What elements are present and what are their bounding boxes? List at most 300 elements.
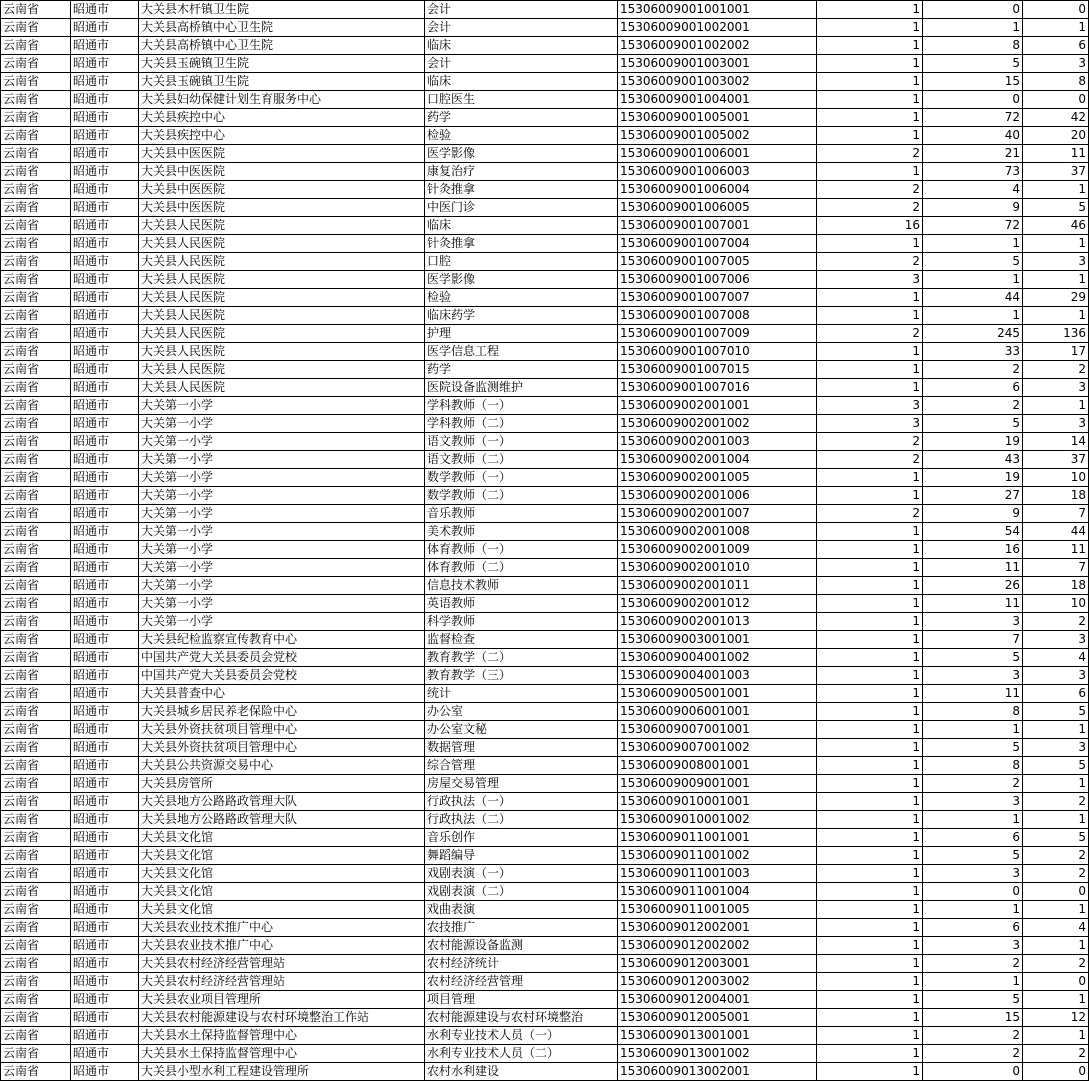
position-cell: 戏曲表演 — [425, 901, 618, 919]
position-cell: 水利专业技术人员（二） — [425, 1045, 618, 1063]
position-cell: 会计 — [425, 55, 618, 73]
province-cell: 云南省 — [1, 397, 71, 415]
quota-cell: 1 — [817, 1045, 923, 1063]
quota-cell: 1 — [817, 991, 923, 1009]
applicants-cell: 4 — [923, 181, 1023, 199]
table-row — [1, 577, 1089, 595]
city-cell: 昭通市 — [71, 667, 139, 685]
quota-cell: 1 — [817, 973, 923, 991]
city-cell: 昭通市 — [71, 739, 139, 757]
qualified-cell: 42 — [1023, 109, 1089, 127]
qualified-cell: 3 — [1023, 379, 1089, 397]
table-row — [1, 73, 1089, 91]
position-cell: 办公室 — [425, 703, 618, 721]
qualified-cell: 20 — [1023, 127, 1089, 145]
city-cell: 昭通市 — [71, 757, 139, 775]
quota-cell: 1 — [817, 127, 923, 145]
qualified-cell: 1 — [1023, 937, 1089, 955]
position-cell: 戏剧表演（一） — [425, 865, 618, 883]
city-cell: 昭通市 — [71, 163, 139, 181]
province-cell: 云南省 — [1, 613, 71, 631]
table-row — [1, 1027, 1089, 1045]
quota-cell: 1 — [817, 487, 923, 505]
province-cell: 云南省 — [1, 73, 71, 91]
city-cell: 昭通市 — [71, 19, 139, 37]
employer-cell: 大关第一小学 — [139, 433, 425, 451]
city-cell: 昭通市 — [71, 775, 139, 793]
province-cell: 云南省 — [1, 163, 71, 181]
table-row — [1, 343, 1089, 361]
quota-cell: 2 — [817, 181, 923, 199]
province-cell: 云南省 — [1, 235, 71, 253]
applicants-cell: 1 — [923, 811, 1023, 829]
table-row — [1, 361, 1089, 379]
qualified-cell: 3 — [1023, 55, 1089, 73]
province-cell: 云南省 — [1, 343, 71, 361]
position-code-cell: 15306009012003002 — [618, 973, 817, 991]
position-cell: 药学 — [425, 109, 618, 127]
city-cell: 昭通市 — [71, 631, 139, 649]
quota-cell: 1 — [817, 469, 923, 487]
position-code-cell: 15306009002001002 — [618, 415, 817, 433]
position-code-cell: 15306009001007009 — [618, 325, 817, 343]
applicants-cell: 54 — [923, 523, 1023, 541]
applicants-cell: 8 — [923, 757, 1023, 775]
table-row — [1, 91, 1089, 109]
applicants-cell: 3 — [923, 865, 1023, 883]
applicants-cell: 43 — [923, 451, 1023, 469]
city-cell: 昭通市 — [71, 397, 139, 415]
position-code-cell: 15306009007001002 — [618, 739, 817, 757]
position-cell: 农技推广 — [425, 919, 618, 937]
employer-cell: 大关县人民医院 — [139, 343, 425, 361]
city-cell: 昭通市 — [71, 523, 139, 541]
table-row — [1, 685, 1089, 703]
table-row — [1, 937, 1089, 955]
position-cell: 信息技术教师 — [425, 577, 618, 595]
quota-cell: 1 — [817, 361, 923, 379]
applicants-cell: 27 — [923, 487, 1023, 505]
qualified-cell: 7 — [1023, 559, 1089, 577]
position-code-cell: 15306009007001001 — [618, 721, 817, 739]
qualified-cell: 5 — [1023, 199, 1089, 217]
applicants-cell: 73 — [923, 163, 1023, 181]
province-cell: 云南省 — [1, 757, 71, 775]
quota-cell: 2 — [817, 451, 923, 469]
employer-cell: 大关县疾控中心 — [139, 127, 425, 145]
quota-cell: 3 — [817, 415, 923, 433]
position-cell: 检验 — [425, 127, 618, 145]
table-row — [1, 181, 1089, 199]
position-code-cell: 15306009001007007 — [618, 289, 817, 307]
city-cell: 昭通市 — [71, 559, 139, 577]
position-code-cell: 15306009005001001 — [618, 685, 817, 703]
table-row — [1, 973, 1089, 991]
table-body — [1, 1, 1089, 1081]
quota-cell: 1 — [817, 379, 923, 397]
position-code-cell: 15306009010001001 — [618, 793, 817, 811]
city-cell: 昭通市 — [71, 271, 139, 289]
applicants-cell: 2 — [923, 361, 1023, 379]
employer-cell: 大关县人民医院 — [139, 379, 425, 397]
position-cell: 行政执法（二） — [425, 811, 618, 829]
province-cell: 云南省 — [1, 379, 71, 397]
province-cell: 云南省 — [1, 577, 71, 595]
employer-cell: 大关第一小学 — [139, 559, 425, 577]
qualified-cell: 3 — [1023, 631, 1089, 649]
table-row — [1, 397, 1089, 415]
position-code-cell: 15306009001003002 — [618, 73, 817, 91]
position-cell: 音乐创作 — [425, 829, 618, 847]
province-cell: 云南省 — [1, 271, 71, 289]
qualified-cell: 0 — [1023, 91, 1089, 109]
table-row — [1, 901, 1089, 919]
employer-cell: 大关第一小学 — [139, 469, 425, 487]
applicants-cell: 0 — [923, 1, 1023, 19]
city-cell: 昭通市 — [71, 253, 139, 271]
city-cell: 昭通市 — [71, 307, 139, 325]
city-cell: 昭通市 — [71, 91, 139, 109]
province-cell: 云南省 — [1, 505, 71, 523]
employer-cell: 大关县人民医院 — [139, 235, 425, 253]
position-cell: 学科教师（二） — [425, 415, 618, 433]
position-code-cell: 15306009003001001 — [618, 631, 817, 649]
city-cell: 昭通市 — [71, 1009, 139, 1027]
qualified-cell: 1 — [1023, 397, 1089, 415]
employer-cell: 大关县房管所 — [139, 775, 425, 793]
applicants-cell: 7 — [923, 631, 1023, 649]
province-cell: 云南省 — [1, 91, 71, 109]
province-cell: 云南省 — [1, 181, 71, 199]
table-row — [1, 289, 1089, 307]
table-row — [1, 19, 1089, 37]
city-cell: 昭通市 — [71, 955, 139, 973]
city-cell: 昭通市 — [71, 361, 139, 379]
qualified-cell: 44 — [1023, 523, 1089, 541]
employer-cell: 大关第一小学 — [139, 523, 425, 541]
position-cell: 会计 — [425, 1, 618, 19]
position-cell: 药学 — [425, 361, 618, 379]
qualified-cell: 10 — [1023, 595, 1089, 613]
position-cell: 数据管理 — [425, 739, 618, 757]
qualified-cell: 0 — [1023, 883, 1089, 901]
position-code-cell: 15306009002001009 — [618, 541, 817, 559]
table-row — [1, 307, 1089, 325]
qualified-cell: 1 — [1023, 181, 1089, 199]
applicants-cell: 6 — [923, 829, 1023, 847]
position-code-cell: 15306009011001003 — [618, 865, 817, 883]
applicants-cell: 9 — [923, 505, 1023, 523]
quota-cell: 1 — [817, 1009, 923, 1027]
province-cell: 云南省 — [1, 901, 71, 919]
province-cell: 云南省 — [1, 433, 71, 451]
province-cell: 云南省 — [1, 685, 71, 703]
position-code-cell: 15306009002001011 — [618, 577, 817, 595]
employer-cell: 大关第一小学 — [139, 397, 425, 415]
position-code-cell: 15306009001006005 — [618, 199, 817, 217]
qualified-cell: 1 — [1023, 811, 1089, 829]
province-cell: 云南省 — [1, 595, 71, 613]
position-code-cell: 15306009010001002 — [618, 811, 817, 829]
position-cell: 护理 — [425, 325, 618, 343]
employer-cell: 大关县水土保持监督管理中心 — [139, 1027, 425, 1045]
quota-cell: 1 — [817, 1, 923, 19]
province-cell: 云南省 — [1, 289, 71, 307]
city-cell: 昭通市 — [71, 721, 139, 739]
quota-cell: 1 — [817, 307, 923, 325]
position-cell: 项目管理 — [425, 991, 618, 1009]
table-row — [1, 739, 1089, 757]
employer-cell: 大关县人民医院 — [139, 253, 425, 271]
province-cell: 云南省 — [1, 217, 71, 235]
province-cell: 云南省 — [1, 973, 71, 991]
city-cell: 昭通市 — [71, 145, 139, 163]
quota-cell: 1 — [817, 955, 923, 973]
province-cell: 云南省 — [1, 55, 71, 73]
city-cell: 昭通市 — [71, 505, 139, 523]
position-code-cell: 15306009009001001 — [618, 775, 817, 793]
qualified-cell: 29 — [1023, 289, 1089, 307]
table-row — [1, 811, 1089, 829]
qualified-cell: 2 — [1023, 1045, 1089, 1063]
position-code-cell: 15306009001006003 — [618, 163, 817, 181]
quota-cell: 1 — [817, 289, 923, 307]
qualified-cell: 18 — [1023, 577, 1089, 595]
quota-cell: 1 — [817, 55, 923, 73]
city-cell: 昭通市 — [71, 1027, 139, 1045]
position-code-cell: 15306009002001010 — [618, 559, 817, 577]
employer-cell: 大关县高桥镇中心卫生院 — [139, 19, 425, 37]
qualified-cell: 1 — [1023, 775, 1089, 793]
position-cell: 针灸推拿 — [425, 235, 618, 253]
city-cell: 昭通市 — [71, 1045, 139, 1063]
city-cell: 昭通市 — [71, 685, 139, 703]
qualified-cell: 7 — [1023, 505, 1089, 523]
employer-cell: 大关县中医医院 — [139, 181, 425, 199]
province-cell: 云南省 — [1, 883, 71, 901]
qualified-cell: 37 — [1023, 163, 1089, 181]
table-row — [1, 721, 1089, 739]
province-cell: 云南省 — [1, 541, 71, 559]
province-cell: 云南省 — [1, 307, 71, 325]
quota-cell: 1 — [817, 91, 923, 109]
position-code-cell: 15306009001005001 — [618, 109, 817, 127]
province-cell: 云南省 — [1, 523, 71, 541]
table-row — [1, 253, 1089, 271]
quota-cell: 1 — [817, 739, 923, 757]
city-cell: 昭通市 — [71, 199, 139, 217]
quota-cell: 2 — [817, 199, 923, 217]
city-cell: 昭通市 — [71, 379, 139, 397]
position-cell: 临床 — [425, 217, 618, 235]
employer-cell: 大关县文化馆 — [139, 847, 425, 865]
city-cell: 昭通市 — [71, 289, 139, 307]
qualified-cell: 2 — [1023, 613, 1089, 631]
employer-cell: 大关县文化馆 — [139, 901, 425, 919]
table-row — [1, 541, 1089, 559]
city-cell: 昭通市 — [71, 55, 139, 73]
applicants-cell: 0 — [923, 1063, 1023, 1081]
applicants-cell: 5 — [923, 991, 1023, 1009]
qualified-cell: 1 — [1023, 991, 1089, 1009]
position-code-cell: 15306009002001007 — [618, 505, 817, 523]
quota-cell: 1 — [817, 757, 923, 775]
position-cell: 医学影像 — [425, 145, 618, 163]
applicants-cell: 11 — [923, 685, 1023, 703]
applicants-cell: 8 — [923, 703, 1023, 721]
quota-cell: 1 — [817, 1027, 923, 1045]
city-cell: 昭通市 — [71, 991, 139, 1009]
employer-cell: 大关县中医医院 — [139, 145, 425, 163]
position-cell: 房屋交易管理 — [425, 775, 618, 793]
table-row — [1, 631, 1089, 649]
position-cell: 行政执法（一） — [425, 793, 618, 811]
table-row — [1, 649, 1089, 667]
quota-cell: 1 — [817, 847, 923, 865]
position-cell: 农村能源设备监测 — [425, 937, 618, 955]
position-code-cell: 15306009011001004 — [618, 883, 817, 901]
employer-cell: 大关县妇幼保健计划生育服务中心 — [139, 91, 425, 109]
position-code-cell: 15306009001007001 — [618, 217, 817, 235]
province-cell: 云南省 — [1, 739, 71, 757]
position-cell: 语文教师（二） — [425, 451, 618, 469]
position-code-cell: 15306009002001006 — [618, 487, 817, 505]
table-row — [1, 433, 1089, 451]
qualified-cell: 3 — [1023, 253, 1089, 271]
quota-cell: 2 — [817, 253, 923, 271]
province-cell: 云南省 — [1, 451, 71, 469]
employer-cell: 大关县普查中心 — [139, 685, 425, 703]
quota-cell: 1 — [817, 937, 923, 955]
position-cell: 康复治疗 — [425, 163, 618, 181]
province-cell: 云南省 — [1, 631, 71, 649]
position-code-cell: 15306009002001012 — [618, 595, 817, 613]
quota-cell: 1 — [817, 109, 923, 127]
applicants-cell: 33 — [923, 343, 1023, 361]
city-cell: 昭通市 — [71, 451, 139, 469]
qualified-cell: 0 — [1023, 973, 1089, 991]
province-cell: 云南省 — [1, 703, 71, 721]
employer-cell: 大关县农业技术推广中心 — [139, 937, 425, 955]
province-cell: 云南省 — [1, 829, 71, 847]
province-cell: 云南省 — [1, 865, 71, 883]
table-row — [1, 613, 1089, 631]
employer-cell: 大关第一小学 — [139, 505, 425, 523]
applicants-cell: 16 — [923, 541, 1023, 559]
position-code-cell: 15306009012003001 — [618, 955, 817, 973]
position-code-cell: 15306009006001001 — [618, 703, 817, 721]
position-cell: 教育教学（三） — [425, 667, 618, 685]
applicants-cell: 3 — [923, 793, 1023, 811]
applicants-cell: 0 — [923, 883, 1023, 901]
table-row — [1, 829, 1089, 847]
position-cell: 数学教师（一） — [425, 469, 618, 487]
applicants-cell: 21 — [923, 145, 1023, 163]
quota-cell: 1 — [817, 613, 923, 631]
city-cell: 昭通市 — [71, 847, 139, 865]
quota-cell: 1 — [817, 631, 923, 649]
quota-cell: 1 — [817, 793, 923, 811]
table-row — [1, 199, 1089, 217]
city-cell: 昭通市 — [71, 487, 139, 505]
position-code-cell: 15306009001007015 — [618, 361, 817, 379]
qualified-cell: 37 — [1023, 451, 1089, 469]
position-cell: 临床 — [425, 73, 618, 91]
position-code-cell: 15306009001003001 — [618, 55, 817, 73]
city-cell: 昭通市 — [71, 217, 139, 235]
province-cell: 云南省 — [1, 37, 71, 55]
applicants-cell: 6 — [923, 379, 1023, 397]
quota-cell: 1 — [817, 829, 923, 847]
position-cell: 监督检查 — [425, 631, 618, 649]
quota-cell: 1 — [817, 703, 923, 721]
qualified-cell: 12 — [1023, 1009, 1089, 1027]
qualified-cell: 18 — [1023, 487, 1089, 505]
qualified-cell: 2 — [1023, 955, 1089, 973]
qualified-cell: 2 — [1023, 793, 1089, 811]
position-code-cell: 15306009001007016 — [618, 379, 817, 397]
quota-cell: 2 — [817, 505, 923, 523]
qualified-cell: 17 — [1023, 343, 1089, 361]
quota-cell: 1 — [817, 163, 923, 181]
qualified-cell: 10 — [1023, 469, 1089, 487]
applicants-cell: 3 — [923, 937, 1023, 955]
applicants-cell: 2 — [923, 955, 1023, 973]
applicants-cell: 40 — [923, 127, 1023, 145]
qualified-cell: 8 — [1023, 73, 1089, 91]
table-row — [1, 415, 1089, 433]
applicants-cell: 5 — [923, 55, 1023, 73]
city-cell: 昭通市 — [71, 325, 139, 343]
province-cell: 云南省 — [1, 127, 71, 145]
quota-cell: 1 — [817, 685, 923, 703]
position-cell: 农村水利建设 — [425, 1063, 618, 1081]
employer-cell: 大关第一小学 — [139, 613, 425, 631]
applicants-cell: 1 — [923, 271, 1023, 289]
applicants-cell: 6 — [923, 919, 1023, 937]
employer-cell: 大关县人民医院 — [139, 271, 425, 289]
quota-cell: 1 — [817, 235, 923, 253]
table-row — [1, 775, 1089, 793]
applicants-cell: 9 — [923, 199, 1023, 217]
position-cell: 戏剧表演（二） — [425, 883, 618, 901]
employer-cell: 大关县外资扶贫项目管理中心 — [139, 739, 425, 757]
city-cell: 昭通市 — [71, 703, 139, 721]
qualified-cell: 0 — [1023, 1063, 1089, 1081]
table-row — [1, 145, 1089, 163]
employer-cell: 大关县城乡居民养老保险中心 — [139, 703, 425, 721]
qualified-cell: 3 — [1023, 739, 1089, 757]
employer-cell: 大关县公共资源交易中心 — [139, 757, 425, 775]
position-cell: 科学教师 — [425, 613, 618, 631]
applicants-cell: 1 — [923, 307, 1023, 325]
position-cell: 办公室文秘 — [425, 721, 618, 739]
table-row — [1, 163, 1089, 181]
applicants-cell: 5 — [923, 253, 1023, 271]
quota-cell: 1 — [817, 595, 923, 613]
employer-cell: 大关县小型水利工程建设管理所 — [139, 1063, 425, 1081]
city-cell: 昭通市 — [71, 793, 139, 811]
position-cell: 口腔医生 — [425, 91, 618, 109]
qualified-cell: 3 — [1023, 667, 1089, 685]
province-cell: 云南省 — [1, 145, 71, 163]
employer-cell: 大关县文化馆 — [139, 883, 425, 901]
qualified-cell: 5 — [1023, 829, 1089, 847]
city-cell: 昭通市 — [71, 415, 139, 433]
table-row — [1, 559, 1089, 577]
employer-cell: 大关第一小学 — [139, 451, 425, 469]
city-cell: 昭通市 — [71, 883, 139, 901]
